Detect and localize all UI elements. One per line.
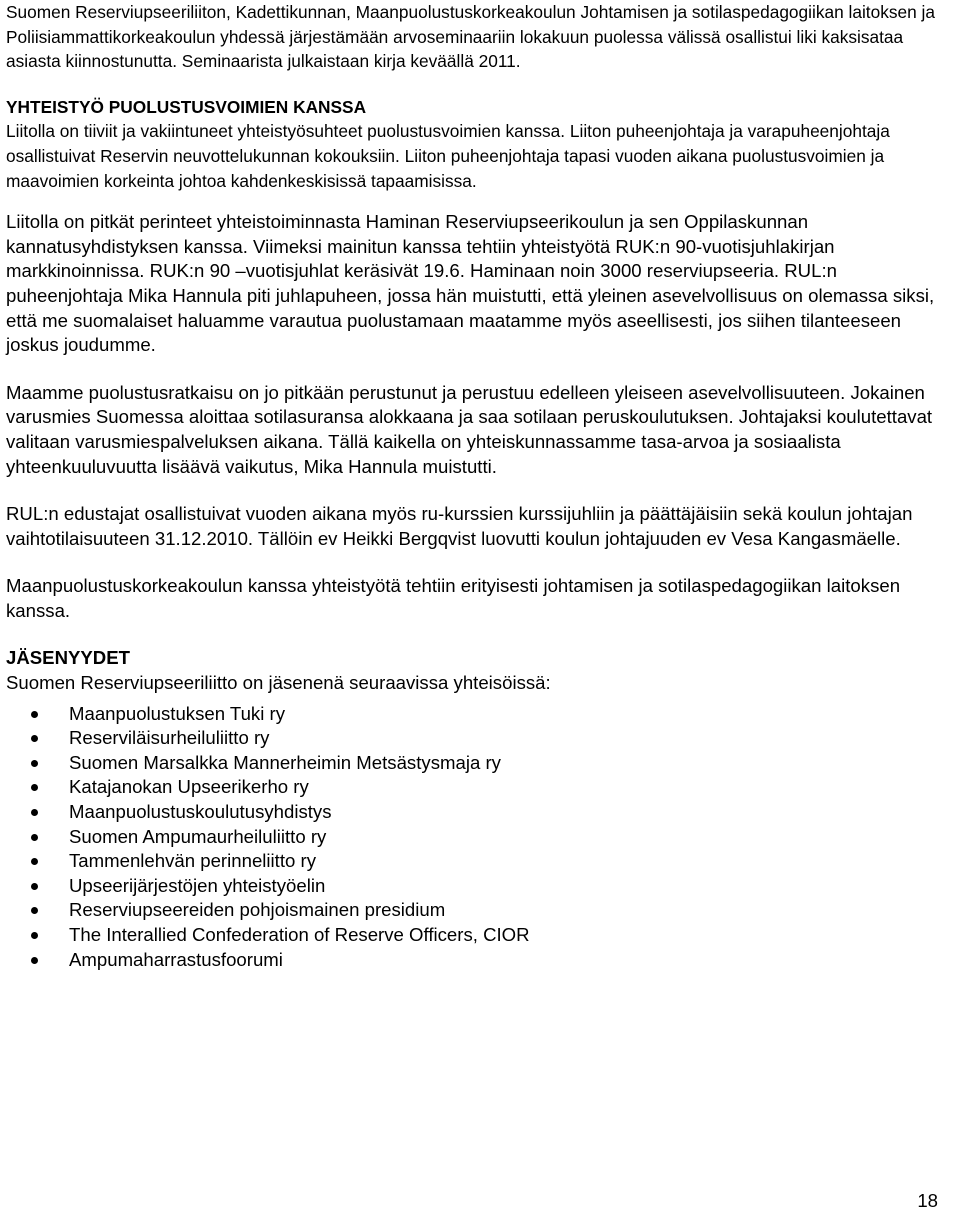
memberships-list bbox=[6, 702, 956, 973]
cooperation-paragraph-4: RUL:n edustajat osallistuivat vuoden aikana myös ru-kurssien kurssijuhliin ja päättäjäisiin sekä koulun johtajan vaihtotilaisuuteen 31.12.2010. Tällöin ev Heikki Bergqvist luovutti koulun johtajuuden ev Vesa Kangasmäelle. bbox=[6, 503, 913, 549]
spacer bbox=[6, 193, 956, 210]
list-item bbox=[6, 849, 956, 874]
list-item bbox=[6, 726, 956, 751]
bullet-icon bbox=[31, 957, 38, 964]
list-item bbox=[6, 874, 956, 899]
bullet-icon bbox=[31, 784, 38, 791]
spacer bbox=[6, 358, 956, 381]
spacer bbox=[6, 623, 956, 646]
memberships-heading: JÄSENYYDET bbox=[6, 647, 130, 669]
intro-paragraph: Suomen Reserviupseeriliiton, Kadettikunnan, Maanpuolustuskorkeakoulun Johtamisen ja sotilaspedagogiikan laitoksen ja Poliisiammattikorkeakoulun yhdessä järjestämään arvoseminaariin lokakuun puolessa välissä osallistui liki kaksisataa asiasta kiinnostunutta. Seminaarista julkaistaan kirja keväällä 2011. bbox=[6, 2, 935, 72]
list-item-label: Ampumaharrastusfoorumi bbox=[69, 948, 283, 970]
bullet-icon bbox=[31, 735, 38, 742]
list-item bbox=[6, 800, 956, 825]
cooperation-paragraph-2: Liitolla on pitkät perinteet yhteistoiminnasta Haminan Reserviupseerikoulun ja sen Oppilaskunnan kannatusyhdistyksen kanssa. Viimeksi mainitun kanssa tehtiin yhteistyötä RUK:n 90-vuotisjuhlakirjan markkinoinnissa. RUK:n 90 –vuotisjuhlat keräsivät 19.6. Haminaan noin 3000 reserviupseeria. RUL:n puheenjohtaja Mika Hannula piti juhlapuheen, jossa hän muistutti, että yleinen asevelvollisuus on olemassa siksi, että me suomalaiset haluamme varautua puolustamaan maatamme myös aseellisesti, jos siihen tilanteeseen joskus joudumme. bbox=[6, 211, 935, 356]
cooperation-heading: YHTEISTYÖ PUOLUSTUSVOIMIEN KANSSA bbox=[6, 96, 367, 117]
list-item-label: Tammenlehvän perinneliitto ry bbox=[69, 850, 317, 872]
list-item-label: Katajanokan Upseerikerho ry bbox=[69, 776, 309, 798]
cooperation-paragraph-3: Maamme puolustusratkaisu on jo pitkään perustunut ja perustuu edelleen yleiseen asevelvollisuuteen. Jokainen varusmies Suomessa aloittaa sotilasuransa alokkaana ja saa sotilaan peruskoulutuksen. Johtajaksi koulutettavat valitaan varusmiespalveluksen aikana. Tällä kaikella on yhteiskunnassamme tasa-arvoa ja sosiaalista yhteenkuuluvuutta lisäävä vaikutus, Mika Hannula muistutti. bbox=[6, 381, 933, 477]
page-number: 18 bbox=[917, 1190, 938, 1211]
list-item-label: Suomen Ampumaurheiluliitto ry bbox=[69, 825, 327, 847]
bullet-icon bbox=[31, 932, 38, 939]
spacer bbox=[6, 479, 956, 502]
bullet-icon bbox=[31, 760, 38, 767]
cooperation-paragraph-5: Maanpuolustuskorkeakoulun kanssa yhteistyötä tehtiin erityisesti johtamisen ja sotilaspedagogiikan laitoksen kanssa. bbox=[6, 575, 901, 621]
memberships-intro: Suomen Reserviupseeriliitto on jäsenenä seuraavissa yhteisöissä: bbox=[6, 672, 551, 694]
list-item-label: Reserviläisurheiluliitto ry bbox=[69, 727, 270, 749]
spacer bbox=[6, 551, 956, 574]
list-item-label: Upseerijärjestöjen yhteistyöelin bbox=[69, 874, 326, 896]
document-page bbox=[6, 0, 956, 972]
list-item-label: Reserviupseereiden pohjoismainen presidium bbox=[69, 899, 446, 921]
bullet-icon bbox=[31, 883, 38, 890]
list-item bbox=[6, 948, 956, 973]
bullet-icon bbox=[31, 711, 38, 718]
bullet-icon bbox=[31, 809, 38, 816]
list-item bbox=[6, 775, 956, 800]
spacer bbox=[6, 74, 956, 95]
cooperation-paragraph-1: Liitolla on tiiviit ja vakiintuneet yhteistyösuhteet puolustusvoimien kanssa. Liiton puheenjohtaja ja varapuheenjohtaja osallistuivat Reservin neuvottelukunnan kokouksiin. Liiton puheenjohtaja tapasi vuoden aikana puolustusvoimien ja maavoimien korkeinta johtoa kahdenkeskisissä tapaamisissa. bbox=[6, 121, 890, 191]
list-item-label: Maanpuolustuksen Tuki ry bbox=[69, 702, 286, 724]
list-item bbox=[6, 825, 956, 850]
list-item-label: Maanpuolustuskoulutusyhdistys bbox=[69, 801, 332, 823]
list-item-label: The Interallied Confederation of Reserve Officers, CIOR bbox=[69, 924, 530, 945]
list-item-label: Suomen Marsalkka Mannerheimin Metsästysmaja ry bbox=[69, 751, 501, 773]
list-item bbox=[6, 751, 956, 776]
list-item bbox=[6, 898, 956, 923]
list-item bbox=[6, 702, 956, 727]
bullet-icon bbox=[31, 907, 38, 914]
list-item bbox=[6, 923, 956, 948]
bullet-icon bbox=[31, 858, 38, 865]
bullet-icon bbox=[31, 834, 38, 841]
